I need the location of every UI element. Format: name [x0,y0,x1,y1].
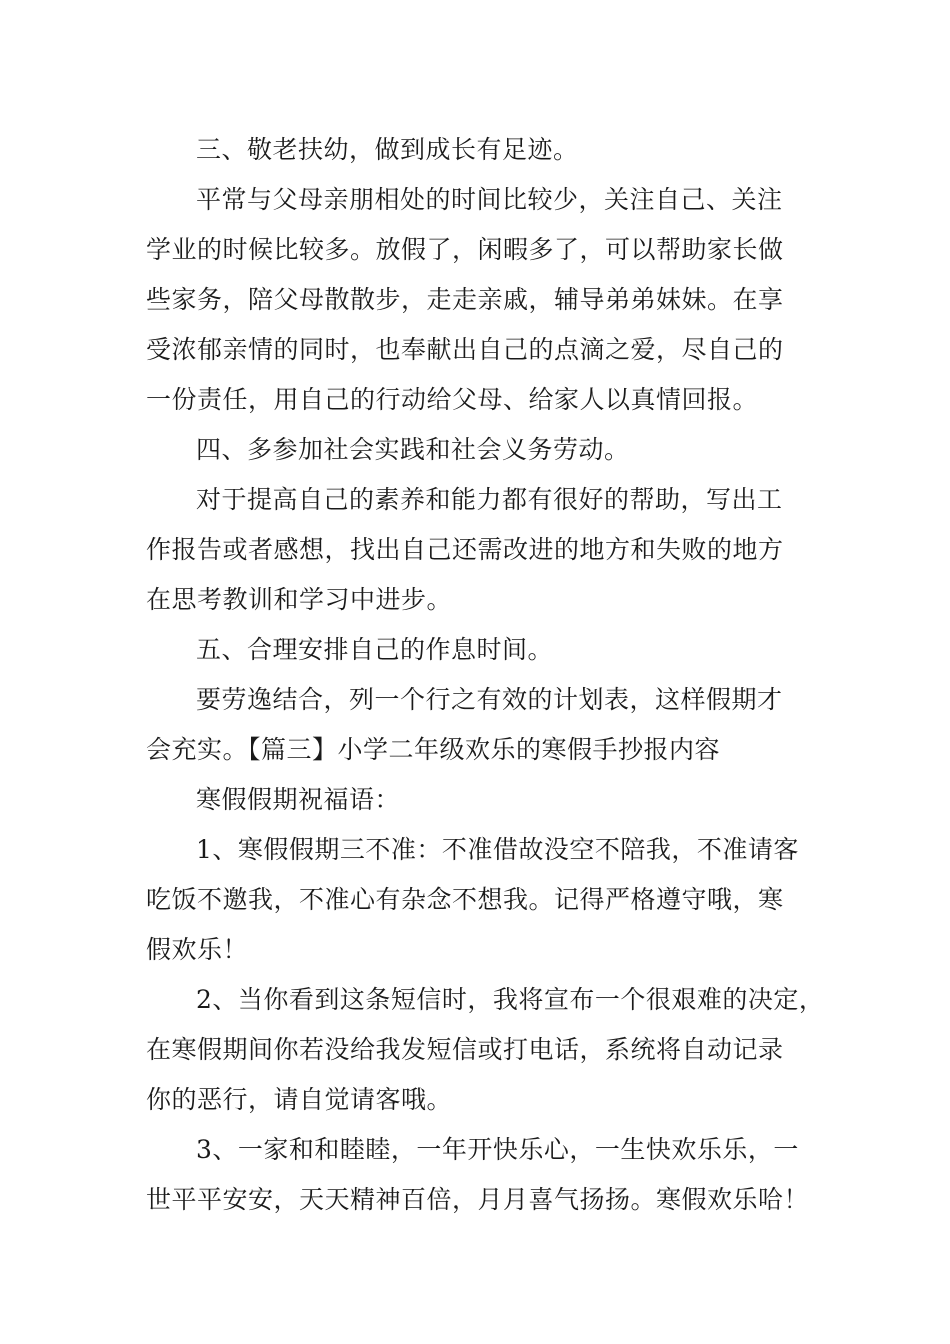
paragraph-line: 在思考教训和学习中进步。 [146,585,453,614]
greeting-item-3: 3、一家和和睦睦，一年开快乐心，一生快欢乐乐，一 [196,1135,799,1164]
paragraph-line: 要劳逸结合，列一个行之有效的计划表，这样假期才 [196,685,783,714]
greetings-heading: 寒假假期祝福语： [196,785,401,814]
heading-section-4: 四、多参加社会实践和社会义务劳动。 [196,435,630,464]
paragraph-line: 一份责任，用自己的行动给父母、给家人以真情回报。 [146,385,759,414]
paragraph-line: 作报告或者感想，找出自己还需改进的地方和失败的地方 [146,535,784,564]
paragraph-line: 在寒假期间你若没给我发短信或打电话，系统将自动记录 [146,1035,784,1064]
greeting-item-1: 1、寒假假期三不准：不准借故没空不陪我，不准请客 [196,835,799,864]
paragraph-line: 会充实。【篇三】小学二年级欢乐的寒假手抄报内容 [146,735,721,764]
paragraph-line: 平常与父母亲朋相处的时间比较少，关注自己、关注 [196,185,783,214]
paragraph-line: 受浓郁亲情的同时，也奉献出自己的点滴之爱，尽自己的 [146,335,784,364]
paragraph-line: 对于提高自己的素养和能力都有很好的帮助，写出工 [196,485,783,514]
paragraph-line: 你的恶行，请自觉请客哦。 [146,1085,453,1114]
greeting-item-2: 2、当你看到这条短信时，我将宣布一个很艰难的决定， [196,985,825,1014]
paragraph-line: 世平平安安，天天精神百倍，月月喜气扬扬。寒假欢乐哈！ [146,1185,810,1214]
paragraph-line: 假欢乐！ [146,935,249,964]
heading-section-5: 五、合理安排自己的作息时间。 [196,635,554,664]
paragraph-line: 吃饭不邀我，不准心有杂念不想我。记得严格遵守哦，寒 [146,885,784,914]
heading-section-3: 三、敬老扶幼，做到成长有足迹。 [196,135,579,164]
paragraph-line: 学业的时候比较多。放假了，闲暇多了，可以帮助家长做 [146,235,784,264]
paragraph-line: 些家务，陪父母散散步，走走亲戚，辅导弟弟妹妹。在享 [146,285,784,314]
